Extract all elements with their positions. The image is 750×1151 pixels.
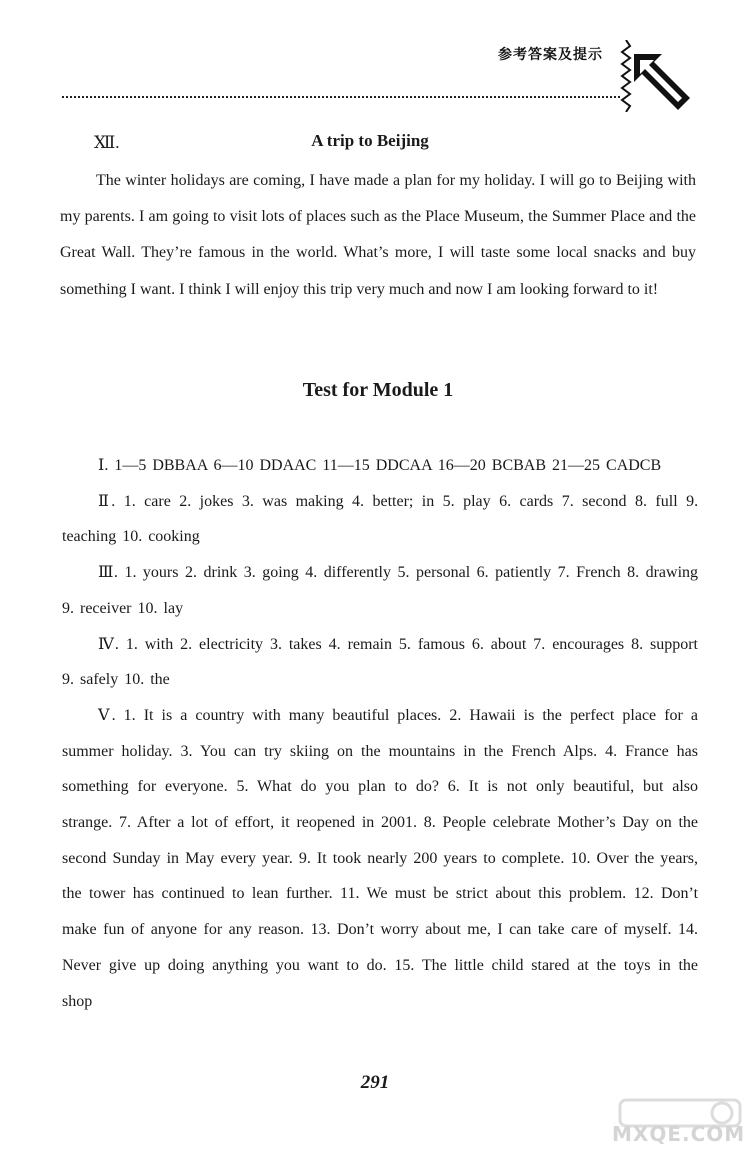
answer-item: 10. cooking [122, 528, 200, 546]
answer-item: 3. You can try skiing on the mountains in the French Alps. [180, 742, 598, 760]
answer-item: 6—10 DDAAC [213, 457, 317, 474]
answer-part [62, 448, 698, 484]
answer-item: 6. about [471, 635, 527, 653]
answer-item: 9. safely [62, 671, 119, 689]
page-number: 291 [360, 1072, 390, 1093]
answer-item: 7. second [561, 492, 627, 510]
test-title: Test for Module 1 [302, 379, 454, 401]
answer-item: 2. Hawaii is the perfect place for a summer holiday. [62, 706, 705, 760]
answer-item: 3. was making [241, 492, 344, 510]
answer-part-numeral: Ⅰ. [98, 457, 115, 474]
answer-item: 16—20 BCBAB [437, 457, 547, 474]
answer-item: 7. encourages [533, 635, 625, 653]
header-divider [62, 96, 620, 98]
answer-part [62, 484, 705, 555]
answer-item: 11—15 DDCAA [322, 457, 432, 474]
answer-item: 4. France has something for everyone. [62, 742, 705, 796]
answer-item: 7. After a lot of effort, it reopened in 2001. [118, 814, 418, 832]
answer-item: 2. drink [185, 564, 238, 582]
answer-item: 3. going [243, 564, 299, 582]
watermark-site: MXQE.COM [612, 1122, 746, 1146]
answer-item: 8. full [635, 492, 678, 510]
header-title: 参考答案及提示 [498, 47, 603, 63]
answer-item: 4. better; in [352, 492, 435, 510]
answer-part [62, 555, 698, 626]
section-number: Ⅻ. [94, 133, 120, 152]
answer-item: 15. The little child stared at the toys in the shop [62, 956, 704, 1010]
answer-item: 6. patiently [476, 564, 552, 582]
answer-item: 5. What do you plan to do? [236, 778, 439, 796]
answer-item: 10. Over the years, the tower has continued to lean further. [62, 849, 704, 903]
answer-item: 3. takes [269, 635, 322, 653]
answer-item: 6. cards [499, 492, 554, 510]
answer-item: 8. support [631, 635, 698, 653]
answer-item: 2. jokes [179, 492, 234, 510]
zigzag-decoration-icon [620, 40, 632, 112]
answer-part-numeral: Ⅱ. [98, 492, 124, 510]
answer-part-numeral: Ⅲ. [98, 564, 125, 582]
answer-item: 11. We must be strict about this problem. [340, 885, 627, 903]
answer-item: 1. yours [124, 564, 179, 582]
answer-item: 6. It is not only beautiful, but also strange. [62, 778, 705, 832]
essay-paragraph: The winter holidays are coming, I have made a plan for my holiday. I will go to Beijing with my parents. I am going to visit lots of places such as the Place Museum, the Summer Place and the Great Wall. They’re famous in the world. What’s more, I will taste some local snacks and buy something I want. I think I will enjoy this trip very much and now I am looking forward to it! [60, 172, 696, 298]
answer-item: 8. drawing [627, 564, 699, 582]
answer-item: 5. play [442, 492, 491, 510]
answer-item: 12. Don’t make fun of anyone for any reason. [62, 885, 705, 939]
answer-item: 10. the [124, 671, 170, 689]
answer-item: 4. differently [305, 564, 391, 582]
answer-part [62, 698, 705, 1019]
answer-item: 1—5 DBBAA [114, 457, 208, 474]
answer-item: 9. It took nearly 200 years to complete. [298, 849, 565, 867]
arrow-icon [632, 52, 692, 112]
section-title: A trip to Beijing [311, 131, 429, 150]
answer-item: 10. lay [137, 599, 184, 617]
answer-item: 1. care [123, 492, 171, 510]
answer-item: 1. It is a country with many beautiful places. [123, 706, 442, 724]
answer-item: 7. French [557, 564, 621, 582]
answer-item: 21—25 CADCB [552, 457, 662, 474]
answer-item: 8. People celebrate Mother’s Day on the second Sunday in May every year. [62, 814, 705, 867]
answer-item: 13. Don’t worry about me, I can take care of myself. [310, 921, 672, 939]
answer-part-numeral: Ⅴ. [98, 706, 124, 724]
answer-item: 9. teaching [62, 492, 705, 546]
answer-part-numeral: Ⅳ. [98, 635, 126, 653]
answer-part [62, 627, 698, 698]
answer-item: 14. Never give up doing anything you want to do. [62, 921, 705, 974]
answer-item: 9. receiver [62, 599, 132, 617]
answer-item: 4. remain [328, 635, 392, 653]
answer-item: 2. electricity [180, 635, 264, 653]
answer-item: 5. famous [398, 635, 465, 653]
answer-item: 1. with [125, 635, 174, 653]
answer-item: 5. personal [397, 564, 471, 582]
answer-list [62, 448, 705, 1019]
